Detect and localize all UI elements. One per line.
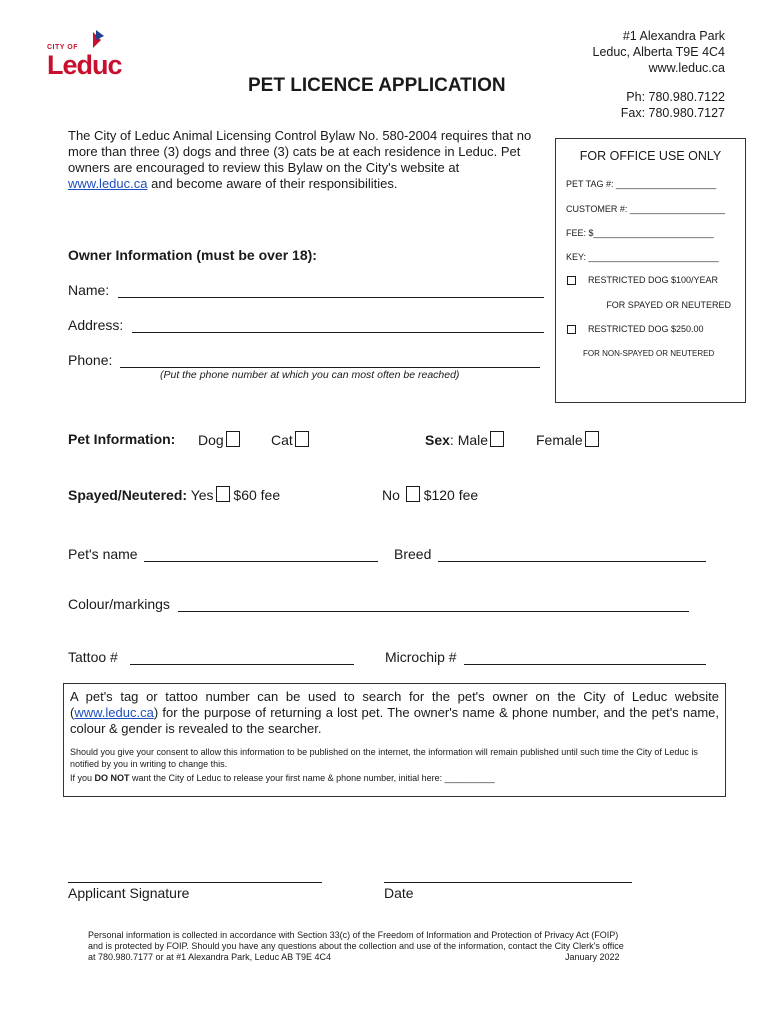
- phone-note: (Put the phone number at which you can most often be reached): [160, 369, 460, 381]
- footer-date: January 2022: [565, 952, 620, 962]
- office-pet-tag: PET TAG #: ____________________: [566, 179, 717, 189]
- spayed-label: Spayed/Neutered:: [68, 487, 188, 503]
- consent-initial-a: If you: [70, 773, 95, 783]
- sex-male-option: [425, 431, 504, 448]
- sex-female-checkbox[interactable]: [585, 431, 599, 447]
- consent-do-not: DO NOT: [94, 773, 130, 783]
- spayed-no-option: [382, 486, 478, 503]
- sex-label: Sex: [425, 432, 450, 448]
- spayed-no-label: No: [382, 487, 400, 503]
- pet-heading: Pet Information:: [68, 431, 176, 447]
- pet-dog-label: Dog: [198, 432, 224, 448]
- owner-heading: Owner Information (must be over 18):: [68, 247, 317, 263]
- date-field[interactable]: [384, 870, 632, 883]
- pet-name-field[interactable]: [144, 548, 378, 562]
- owner-name-label: Name:: [68, 282, 110, 298]
- office-restricted-dog2: RESTRICTED DOG $250.00: [588, 324, 704, 334]
- consent-text-1: A pet's tag or tattoo number can be used to search for the pet's owner on the City of Leduc website (: [70, 689, 719, 720]
- breed-field[interactable]: [438, 548, 706, 562]
- applicant-signature-label: Applicant Signature: [68, 885, 190, 901]
- address-line1: #1 Alexandra Park: [622, 29, 725, 43]
- logo-leduc: Leduc: [47, 50, 122, 80]
- intro-text-1: The City of Leduc Animal Licensing Control Bylaw No. 580-2004 requires that no more than three (3) dogs and three (3) cats be at each residence in Leduc. Pet owners are encouraged to review this Bylaw on the City's website at: [68, 128, 532, 175]
- office-use-title: FOR OFFICE USE ONLY: [579, 149, 722, 163]
- office-key: KEY: __________________________: [566, 252, 719, 262]
- foip-footer: [88, 930, 728, 963]
- address-line2: Leduc, Alberta T9E 4C4: [592, 45, 725, 59]
- sex-male-label: : Male: [449, 432, 489, 448]
- office-spayed-note: FOR SPAYED OR NEUTERED: [606, 300, 731, 310]
- microchip-label: Microchip #: [385, 649, 457, 665]
- office-customer: CUSTOMER #: ___________________: [566, 204, 725, 214]
- spayed-no-fee: $120 fee: [423, 487, 479, 503]
- address-website[interactable]: www.leduc.ca: [648, 61, 725, 75]
- sex-female-option: [536, 431, 599, 448]
- date-label: Date: [384, 885, 414, 901]
- microchip-field[interactable]: [464, 651, 706, 665]
- spayed-yes-option: [68, 486, 280, 503]
- tattoo-label: Tattoo #: [68, 649, 118, 665]
- intro-website-link[interactable]: www.leduc.ca: [68, 176, 148, 191]
- footer-line2: and is protected by FOIP. Should you have any questions about the collection and use of the information, contact the City Clerk's office: [88, 941, 624, 951]
- sex-male-checkbox[interactable]: [490, 431, 504, 447]
- intro-paragraph: [68, 128, 538, 192]
- consent-text-2: ) for the purpose of returning a lost pet. The owner's name & phone number, and the pet's name, colour & gender is revealed to the searcher.: [70, 705, 719, 736]
- address-phone: Ph: 780.980.7122: [626, 90, 725, 104]
- consent-small-text: Should you give your consent to allow this information to be published on the internet, the information will remain published until such time the City of Leduc is notified by you in writing to change this.: [70, 747, 698, 769]
- colour-field[interactable]: [178, 598, 689, 612]
- colour-label: Colour/markings: [68, 596, 170, 612]
- page-title: PET LICENCE APPLICATION: [248, 75, 506, 96]
- consent-initial-line[interactable]: [70, 772, 719, 784]
- restricted-dog2-checkbox[interactable]: [567, 325, 576, 334]
- pet-dog-option: [198, 431, 240, 448]
- address-block: [593, 28, 726, 121]
- consent-box: [63, 683, 726, 797]
- tattoo-field[interactable]: [130, 651, 354, 665]
- applicant-signature-field[interactable]: [68, 870, 322, 883]
- office-restricted-dog: RESTRICTED DOG $100/YEAR: [588, 275, 719, 285]
- restricted-dog-checkbox[interactable]: [567, 276, 576, 285]
- owner-phone-field[interactable]: [120, 354, 540, 368]
- owner-phone-label: Phone:: [68, 352, 113, 368]
- city-logo: [47, 30, 132, 80]
- address-fax: Fax: 780.980.7127: [620, 106, 725, 120]
- footer-line1: Personal information is collected in accordance with Section 33(c) of the Freedom of Information and Protection of Privacy Act (FOIP): [88, 930, 619, 940]
- pet-cat-label: Cat: [271, 432, 293, 448]
- owner-address-label: Address:: [68, 317, 124, 333]
- breed-label: Breed: [394, 546, 432, 562]
- sex-female-label: Female: [536, 432, 583, 448]
- office-fee: FEE: $________________________: [566, 228, 714, 238]
- spayed-no-checkbox[interactable]: [406, 486, 420, 502]
- office-use-box: [555, 138, 746, 403]
- consent-website-link[interactable]: www.leduc.ca: [74, 705, 154, 720]
- pet-cat-option: [271, 431, 309, 448]
- footer-line3: at 780.980.7177 or at #1 Alexandra Park, Leduc AB T9E 4C4: [88, 952, 332, 962]
- office-non-spayed-note: FOR NON-SPAYED OR NEUTERED: [583, 349, 715, 358]
- intro-text-2: and become aware of their responsibilities.: [147, 176, 398, 191]
- spayed-yes-checkbox[interactable]: [216, 486, 230, 502]
- owner-name-field[interactable]: [118, 284, 544, 298]
- pet-cat-checkbox[interactable]: [295, 431, 309, 447]
- logo-flag-icon: [87, 30, 105, 50]
- spayed-yes-fee: $60 fee: [233, 487, 281, 503]
- pet-dog-checkbox[interactable]: [226, 431, 240, 447]
- consent-main-text: [70, 689, 719, 737]
- spayed-yes-label: Yes: [190, 487, 214, 503]
- pet-name-label: Pet's name: [68, 546, 138, 562]
- logo-city-of: CITY OF: [47, 44, 78, 51]
- owner-address-field[interactable]: [132, 319, 544, 333]
- consent-initial-c: want the City of Leduc to release your first name & phone number, initial here: __________: [129, 773, 495, 783]
